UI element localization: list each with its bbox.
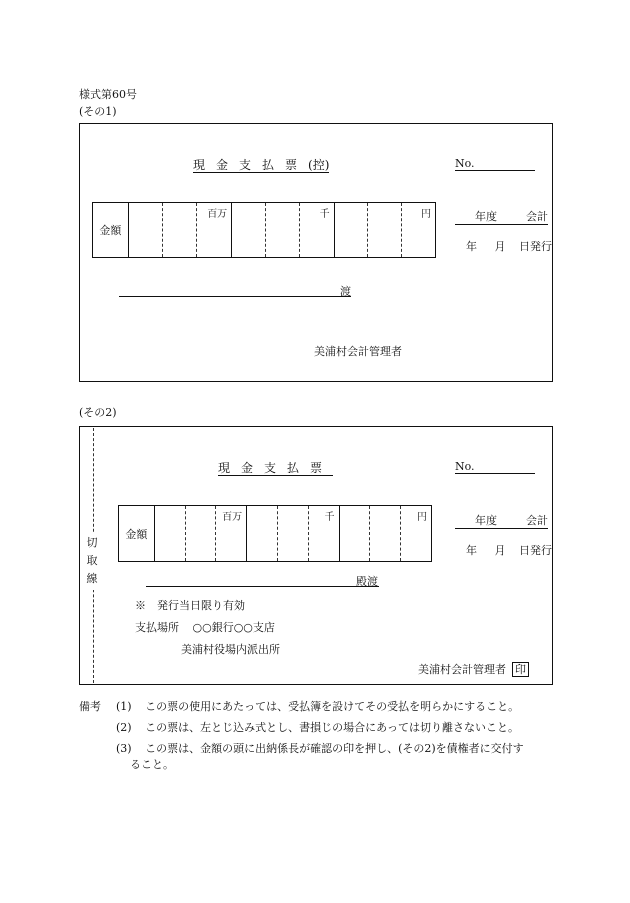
slip2-title [218,459,333,476]
slip2-payee-suffix: 殿渡 [356,575,378,588]
slip1-month: 月 [494,240,506,253]
note-item-1: (1) この票の使用にあたっては、受払簿を設けてその受払を明らかにすること。 [116,700,520,713]
slip1-amount-grid [92,202,436,258]
slip2-pay-place [135,619,275,635]
slip2-no-label: No. [455,460,535,474]
slip1-unit-thousand: 千 [319,209,330,220]
slip1-no-label: No. [455,157,535,171]
slip2-issuer-line [418,661,529,677]
slip1-title-text: 現金支払票 [193,158,309,172]
part2-label: (その2) [79,406,117,419]
slip2-pay-place-label: 支払場所 [135,621,179,634]
slip1-unit-yen: 円 [420,209,431,220]
slip1-account: 会計 [526,210,548,223]
slip2-unit-yen: 円 [416,512,427,523]
slip2-payee-line [146,586,379,587]
slip1-number [455,157,535,171]
slip2-seal: 印 [512,662,529,677]
slip2-pay-place-bank: ○○銀行○○支店 [192,621,275,634]
slip1-title [193,156,329,173]
slip1-issue-date [466,238,552,254]
slip2-amount-label: 金額 [125,527,148,541]
note-item-2: (2) この票は、左とじ込み式とし、書損じの場合にあっては切り離さないこと。 [116,721,519,734]
slip1-title-suffix: (控) [308,158,330,172]
notes-label: 備考 [79,700,101,713]
slip2-issuer: 美浦村会計管理者 [418,663,506,676]
slip2-issue-date [466,542,552,558]
slip1-amount-label: 金額 [99,224,122,237]
slip2-unit-thousand: 千 [324,512,335,523]
slip1-fiscal [455,208,548,225]
slip1-issuer: 美浦村会計管理者 [314,345,402,358]
slip2-account: 会計 [526,514,548,527]
part1-label: (その1) [79,105,117,118]
slip2-title-text: 現金支払票 [218,461,334,475]
slip2-pay-place-office: 美浦村役場内派出所 [181,643,280,656]
slip2-cut-line-label: 切 取 線 [84,532,100,590]
slip1-unit-million: 百万 [207,209,228,220]
slip1-day-issued: 日発行 [519,240,552,253]
slip1-payee-line [119,296,351,297]
slip2-fiscal [455,512,548,529]
form-number: 様式第60号 [79,88,137,101]
slip2-number [455,460,535,474]
slip2-day-issued: 日発行 [519,544,552,557]
slip1-fiscal-year: 年度 [475,210,497,223]
note-item-3: (3) この票は、金額の頭に出納係長が確認の印を押し、(その2)を債権者に交付す [116,742,524,755]
slip1-year: 年 [466,240,477,253]
slip2-month: 月 [494,544,506,557]
slip2-validity: ※ 発行当日限り有効 [135,599,245,612]
slip1-payee-suffix: 渡 [340,285,351,298]
slip2-unit-million: 百万 [222,512,243,523]
slip2-year: 年 [466,544,477,557]
slip2-amount-grid [118,505,432,562]
note-item-3-cont: ること。 [130,758,174,771]
slip2-fiscal-year: 年度 [475,514,497,527]
